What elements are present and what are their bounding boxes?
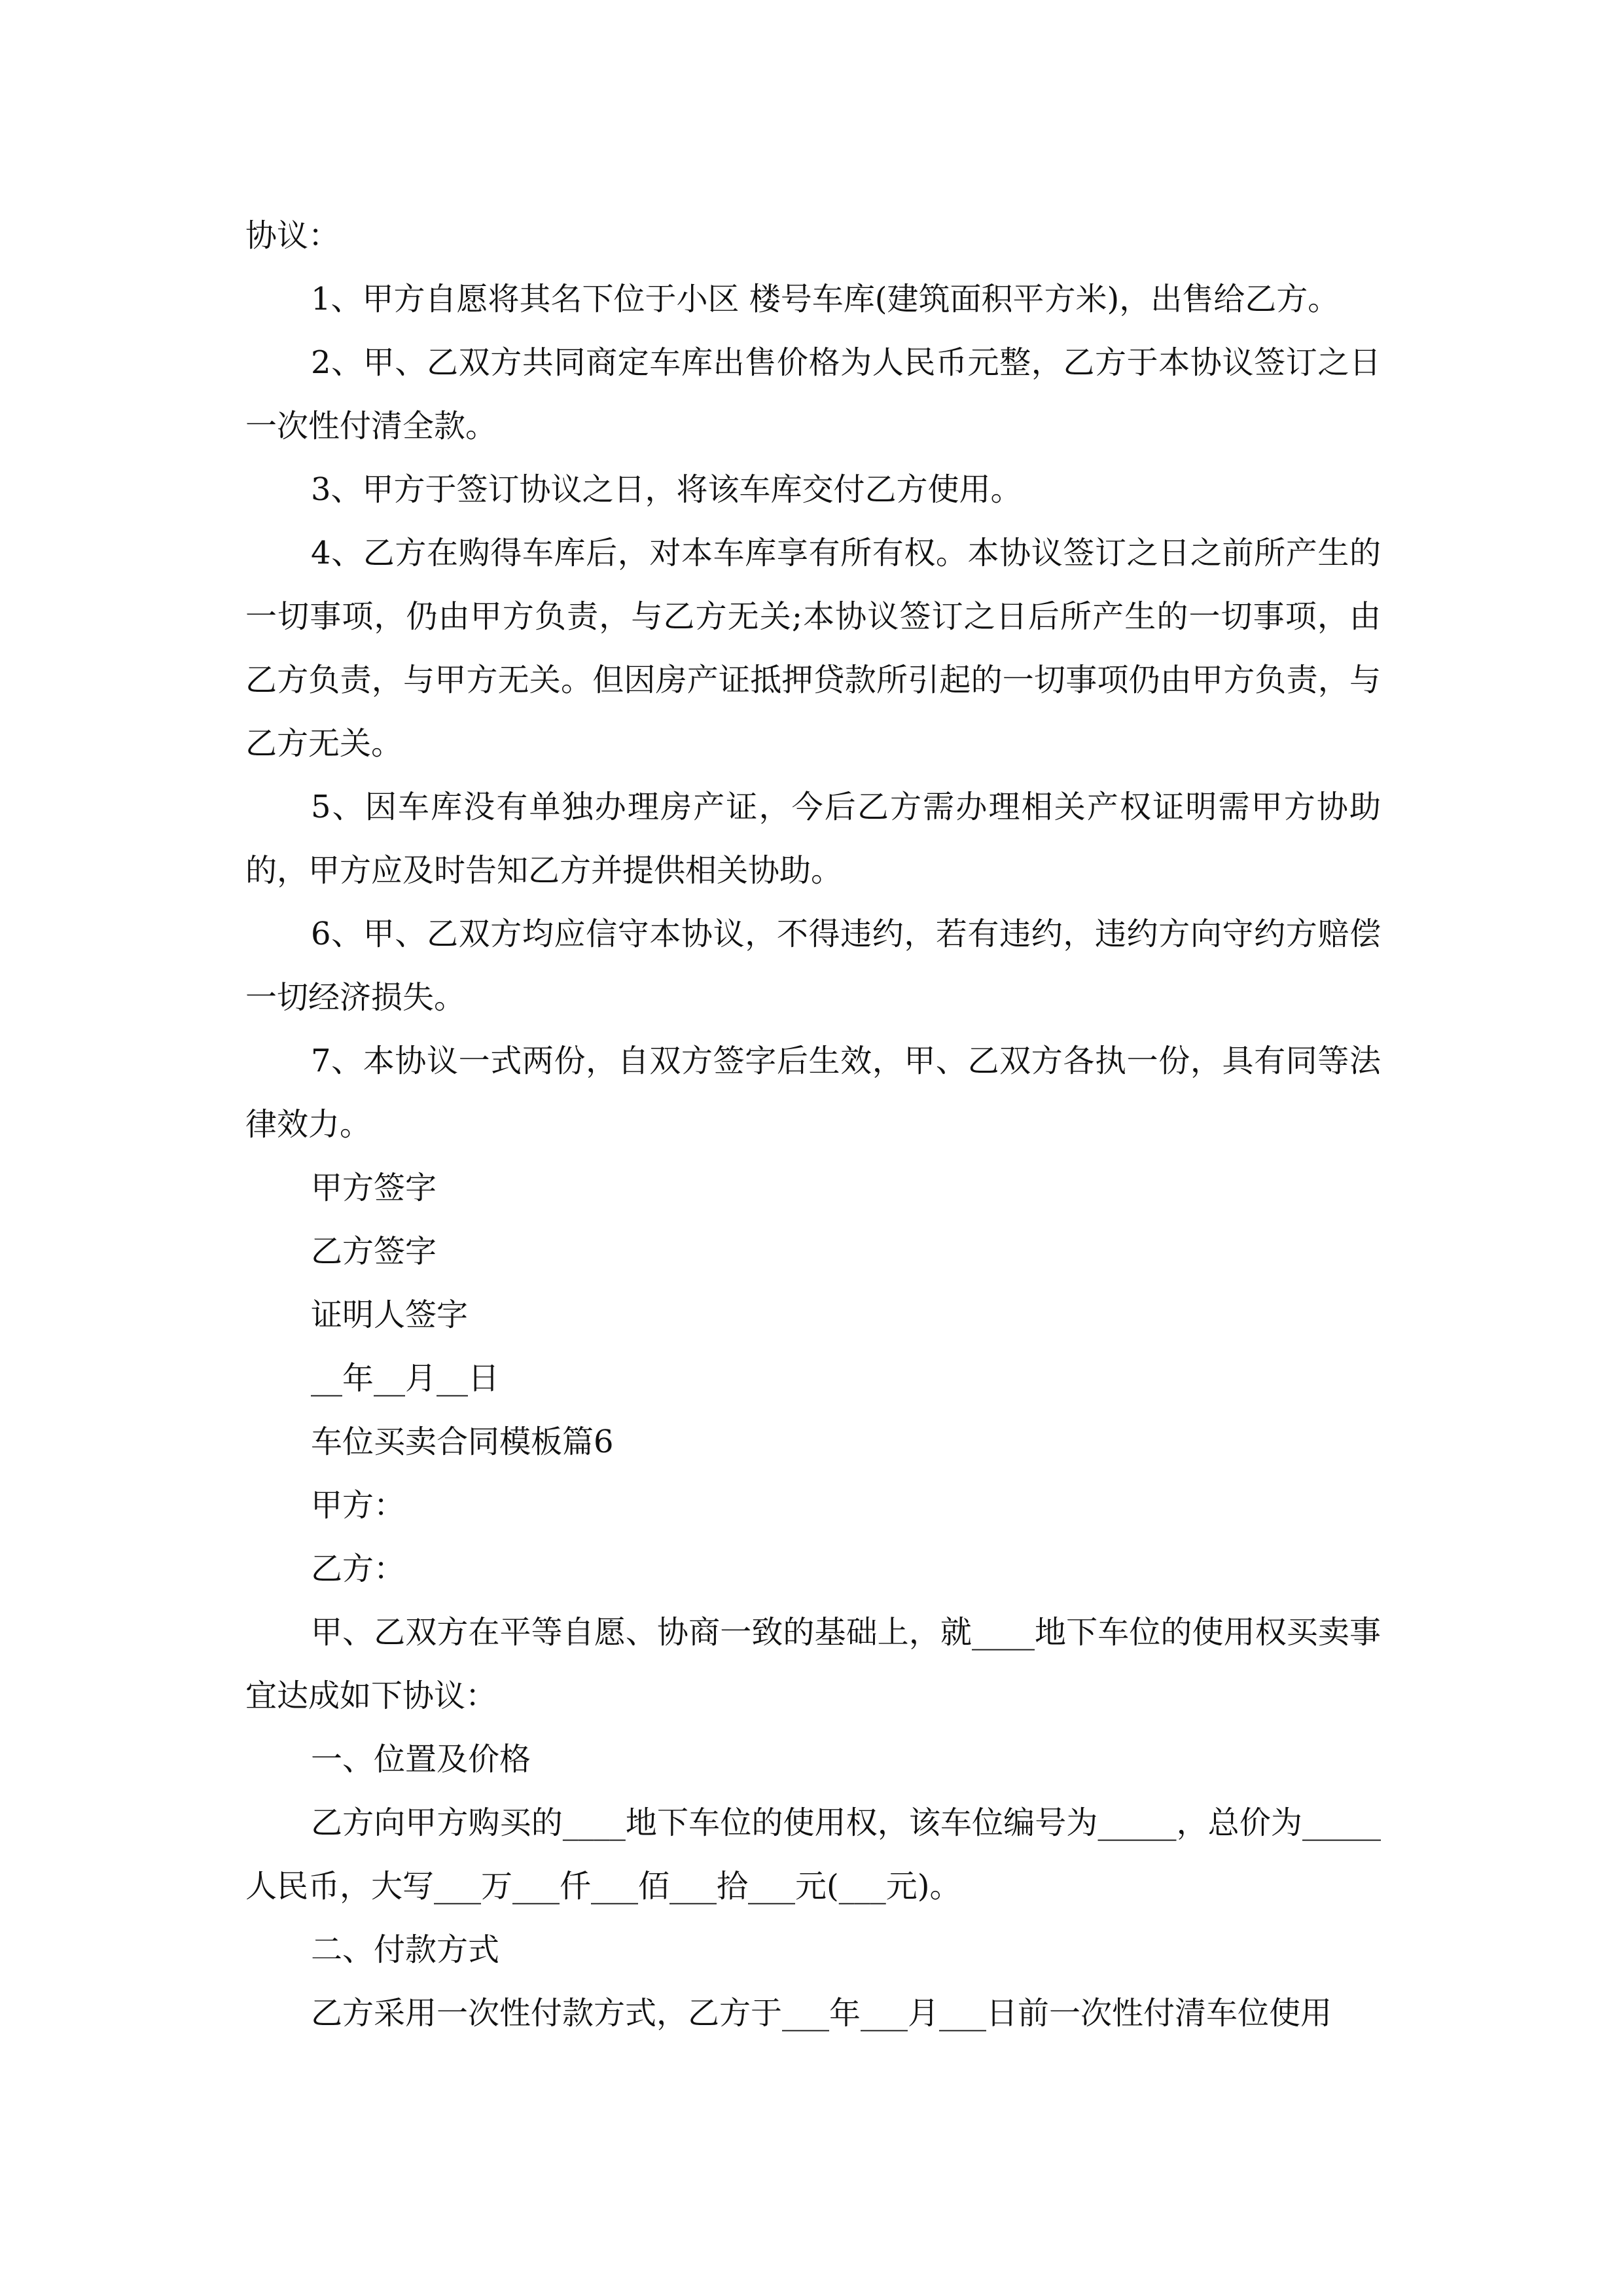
clause-6: 6、甲、乙双方均应信守本协议，不得违约，若有违约，违约方向守约方赔偿一切经济损失。: [245, 916, 1381, 1016]
heading-location-price: 一、位置及价格: [311, 1741, 531, 1778]
clause-2: 2、甲、乙双方共同商定车库出售价格为人民币元整，乙方于本协议签订之日一次性付清全款。: [245, 344, 1381, 444]
clause-5: 5、因车库没有单独办理房产证，今后乙方需办理相关产权证明需甲方协助的，甲方应及时告知乙方并提供相关协助。: [245, 789, 1381, 889]
location-price-clause: 乙方向甲方购买的____地下车位的使用权，该车位编号为_____，总价为_____人民币，大写___万___仟___佰___拾___元(___元)。: [245, 1804, 1381, 1905]
preamble: 甲、乙双方在平等自愿、协商一致的基础上，就____地下车位的使用权买卖事宜达成如下协议：: [245, 1614, 1381, 1714]
clause-3: 3、甲方于签订协议之日，将该车库交付乙方使用。: [311, 471, 1022, 508]
party-b-label: 乙方：: [311, 1551, 406, 1587]
payment-clause: 乙方采用一次性付款方式，乙方于___年___月___日前一次性付清车位使用: [311, 1995, 1332, 2032]
section-title: 车位买卖合同模板篇6: [311, 1424, 614, 1460]
clause-7: 7、本协议一式两份，自双方签字后生效，甲、乙双方各执一份，具有同等法律效力。: [245, 1043, 1381, 1143]
party-a-label: 甲方：: [311, 1487, 406, 1524]
party-b-signature: 乙方签字: [311, 1233, 437, 1270]
witness-signature: 证明人签字: [311, 1297, 469, 1333]
agreement-heading: 协议：: [245, 217, 340, 254]
signing-date: __年__月__日: [311, 1360, 500, 1397]
party-a-signature: 甲方签字: [311, 1170, 437, 1206]
clause-1: 1、甲方自愿将其名下位于小区 楼号车库(建筑面积平方米)，出售给乙方。: [311, 281, 1340, 317]
heading-payment-method: 二、付款方式: [311, 1931, 500, 1968]
clause-4: 4、乙方在购得车库后，对本车库享有所有权。本协议签订之日之前所产生的一切事项，仍由甲方负责，与乙方无关;本协议签订之日后所产生的一切事项，由乙方负责，与甲方无关。但因房产证抵押贷款所引起的一切事项仍由甲方负责，与乙方无关。: [245, 535, 1381, 762]
